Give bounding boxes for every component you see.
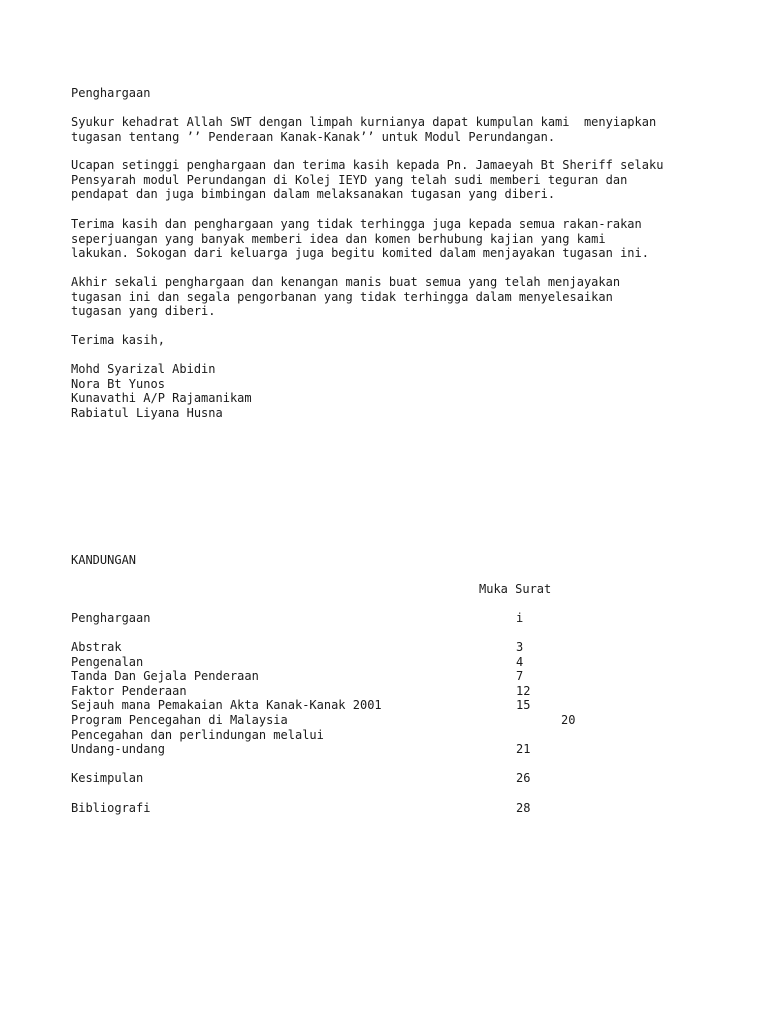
paragraph-line: seperjuangan yang banyak memberi idea dan komen berhubung kajian yang kami [71,231,606,246]
contents-entry-title: Undang-undang [71,742,165,757]
paragraph-line: Ucapan setinggi penghargaan dan terima kasih kepada Pn. Jamaeyah Bt Sheriff selaku [71,158,664,172]
paragraph-line: Akhir sekali penghargaan dan kenangan manis buat semua yang telah menjayakan [71,275,621,289]
closing-line: Terima kasih, [71,333,165,347]
contents-heading: KANDUNGAN [71,553,137,567]
contents-entry-title: Tanda Dan Gejala Penderaan [71,669,259,684]
contents-entry-title: Penghargaan [71,611,151,625]
contents-entry-page: 20 [561,713,576,727]
contents-entry-page: 26 [516,771,531,786]
contents-entry-page: i [516,611,524,625]
author-name: Mohd Syarizal Abidin [71,362,216,376]
paragraph-line: Pensyarah modul Perundangan di Kolej IEYD yang telah sudi memberi teguran dan [71,172,628,187]
contents-entry-page: 3 [516,640,524,654]
contents-entry-title: Kesimpulan [71,771,144,786]
contents-entry-page: 28 [516,800,531,815]
contents-entry-page: 12 [516,683,531,698]
contents-entry-title: Pengenalan [71,654,144,669]
author-name: Rabiatul Liyana Husna [71,405,223,420]
contents-entry-title: Program Pencegahan di Malaysia [71,713,288,727]
contents-entry-title: Pencegahan dan perlindungan melalui [71,727,324,742]
paragraph-line: Syukur kehadrat Allah SWT dengan limpah kurnianya dapat kumpulan kami menyiapkan [71,115,657,129]
author-name: Nora Bt Yunos [71,376,165,391]
contents-entry-page: 21 [516,742,531,757]
contents-entry-page: 4 [516,654,524,669]
paragraph-line: Terima kasih dan penghargaan yang tidak terhingga juga kepada semua rakan-rakan [71,217,642,231]
contents-entry-title: Bibliografi [71,800,151,815]
contents-entry-page: 7 [516,669,524,684]
contents-entry-title: Faktor Penderaan [71,683,187,698]
contents-entry-title: Abstrak [71,640,122,654]
paragraph-line: pendapat dan juga bimbingan dalam melaksanakan tugasan yang diberi. [71,187,556,202]
acknowledgement-heading: Penghargaan [71,86,151,100]
paragraph-line: tugasan yang diberi. [71,304,216,319]
contents-entry-page: 15 [516,698,531,713]
contents-entry-title: Sejauh mana Pemakaian Akta Kanak-Kanak 2001 [71,698,382,713]
author-name: Kunavathi A/P Rajamanikam [71,391,252,406]
paragraph-line: tugasan ini dan segala pengorbanan yang tidak terhingga dalam menyelesaikan [71,289,613,304]
page-column-label: Muka Surat [479,582,552,596]
paragraph-line: tugasan tentang ’’ Penderaan Kanak-Kanak’’ untuk Modul Perundangan. [71,129,556,144]
paragraph-line: lakukan. Sokogan dari keluarga juga begitu komited dalam menjayakan tugasan ini. [71,246,649,261]
